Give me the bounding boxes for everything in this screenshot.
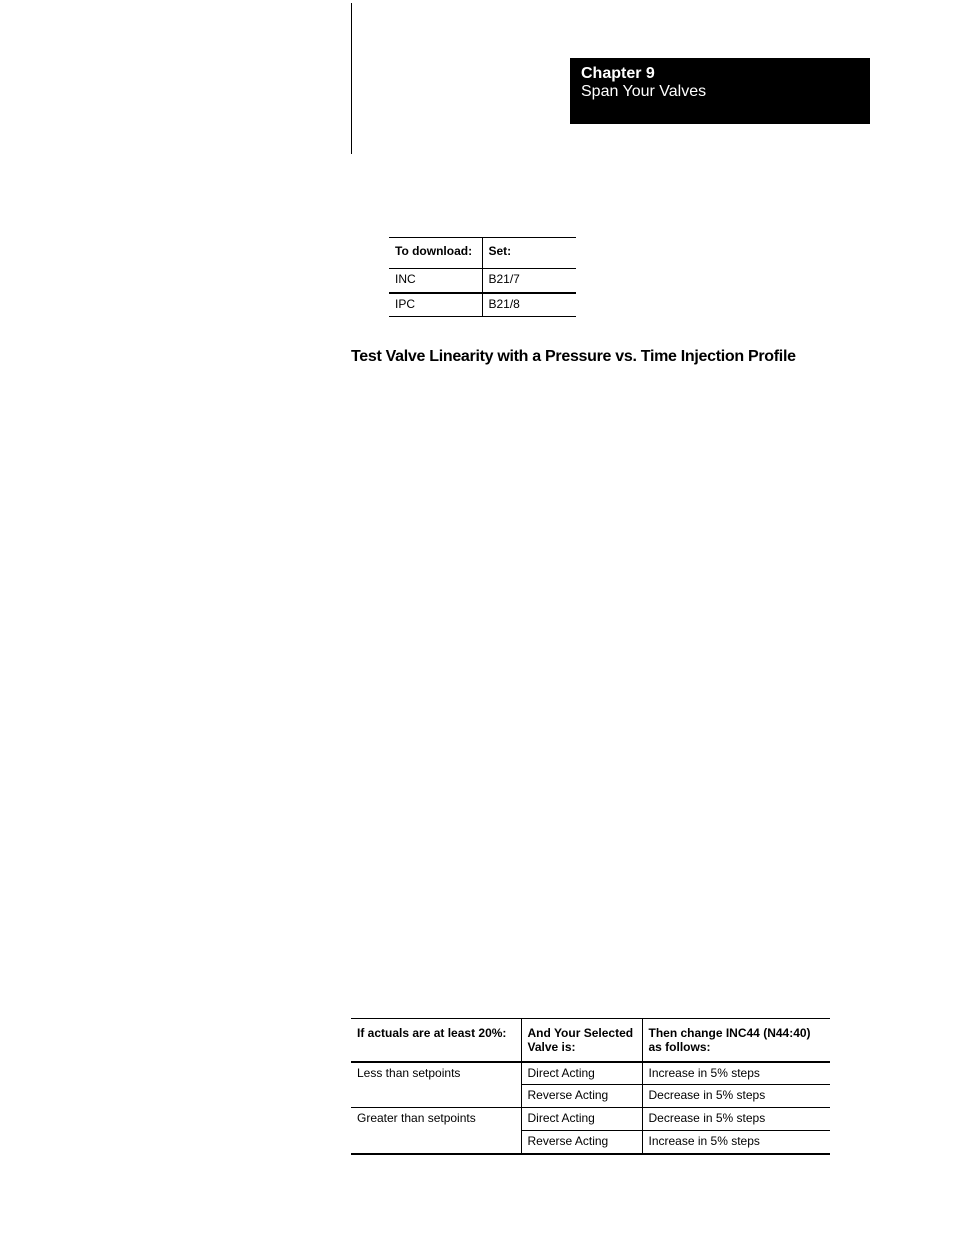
margin-rule: [351, 3, 352, 154]
table-cell: Less than setpoints: [351, 1062, 521, 1108]
table-cell: Greater than setpoints: [351, 1108, 521, 1154]
adjustment-table: [351, 1018, 830, 1155]
section-heading: Test Valve Linearity with a Pressure vs. Time Injection Profile: [351, 348, 796, 365]
download-table: [389, 237, 576, 317]
chapter-number: Chapter 9: [581, 65, 655, 82]
table-row: [351, 1062, 830, 1085]
table-header-row: [351, 1019, 830, 1062]
chapter-title: Span Your Valves: [581, 83, 707, 100]
table-row: [351, 1108, 830, 1131]
table-cell: Decrease in 5% steps: [642, 1085, 830, 1108]
table-cell: IPC: [389, 293, 482, 317]
table-cell: Direct Acting: [521, 1062, 642, 1085]
column-header: To download:: [389, 238, 482, 269]
column-header: Set:: [482, 238, 576, 269]
table-cell: B21/7: [482, 269, 576, 293]
table-cell: Direct Acting: [521, 1108, 642, 1131]
column-header: If actuals are at least 20%:: [351, 1019, 521, 1062]
chapter-header: [570, 58, 870, 124]
table-cell: Decrease in 5% steps: [642, 1108, 830, 1131]
column-header: Then change INC44 (N44:40) as follows:: [642, 1019, 830, 1062]
table-row: [389, 269, 576, 293]
table-cell: B21/8: [482, 293, 576, 317]
table-cell: Reverse Acting: [521, 1085, 642, 1108]
column-header: And Your Selected Valve is:: [521, 1019, 642, 1062]
table-cell: Reverse Acting: [521, 1131, 642, 1154]
table-header-row: [389, 238, 576, 269]
table-cell: Increase in 5% steps: [642, 1131, 830, 1154]
table-cell: Increase in 5% steps: [642, 1062, 830, 1085]
table-row: [389, 293, 576, 317]
table-cell: INC: [389, 269, 482, 293]
